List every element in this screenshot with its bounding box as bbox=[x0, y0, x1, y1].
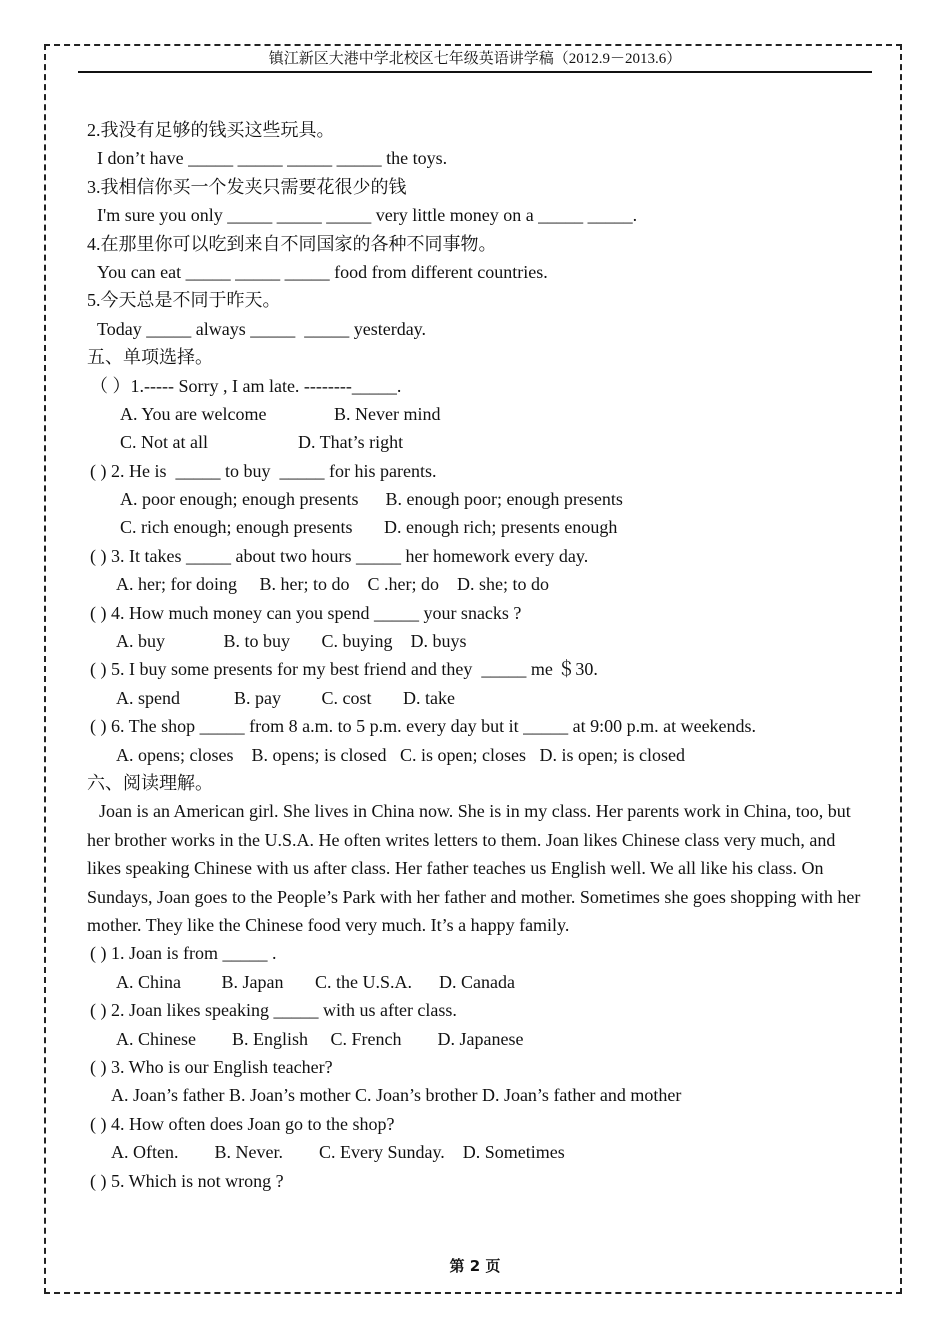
question-stem: ( ) 5. I buy some presents for my best friend and they _____ me ＄30. bbox=[90, 659, 598, 680]
worksheet-content bbox=[87, 116, 867, 1195]
translation-prompt: 3.我相信你买一个发夹只需要花很少的钱 bbox=[87, 176, 407, 197]
question-stem: ( ) 1. Joan is from _____ . bbox=[90, 943, 277, 964]
translation-sentence: I don’t have _____ _____ _____ _____ the toys. bbox=[97, 148, 448, 169]
question-stem: ( ) 4. How often does Joan go to the shop? bbox=[90, 1113, 395, 1134]
translation-sentence: You can eat _____ _____ _____ food from different countries. bbox=[97, 261, 548, 282]
answer-options: A. China B. Japan C. the U.S.A. D. Canada bbox=[116, 971, 515, 992]
page-header: 镇江新区大港中学北校区七年级英语讲学稿（2012.9－2013.6） bbox=[268, 51, 682, 67]
answer-options: A. her; for doing B. her; to do C .her; do D. she; to do bbox=[116, 574, 549, 595]
reading-passage: Joan is an American girl. She lives in China now. She is in my class. Her parents work in China, too, but her brother works in the U.S.A. He often writes letters to them. Joan likes Chinese class very much, and likes speaking Chinese with us after class. Her father teaches us English well. We all like his class. On Sundays, Joan goes to the People’s Park with her father and mother. Sometimes she goes shopping with her mother. They like the Chinese food very much. It’s a happy family. bbox=[87, 801, 861, 935]
reading-heading: 六、阅读理解。 bbox=[87, 772, 213, 793]
reading-questions-section bbox=[87, 939, 867, 1195]
question-stem: ( ) 3. It takes _____ about two hours _____ her homework every day. bbox=[90, 545, 589, 566]
translation-prompt: 2.我没有足够的钱买这些玩具。 bbox=[87, 120, 335, 140]
answer-options: A. You are welcome B. Never mind bbox=[120, 403, 441, 424]
question-stem: （ ）1.----- Sorry , I am late. --------_____. bbox=[90, 375, 402, 396]
question-stem: ( ) 2. He is _____ to buy _____ for his parents. bbox=[90, 460, 437, 481]
page-number: 第 2 页 bbox=[449, 1257, 501, 1275]
translation-section bbox=[87, 116, 867, 343]
answer-options: A. Joan’s father B. Joan’s mother C. Joan’s brother D. Joan’s father and mother bbox=[111, 1085, 682, 1106]
answer-options: A. Often. B. Never. C. Every Sunday. D. Sometimes bbox=[111, 1142, 565, 1163]
mc-heading: 五、单项选择。 bbox=[87, 347, 213, 368]
answer-options: A. Chinese B. English C. French D. Japanese bbox=[116, 1028, 524, 1049]
translation-prompt: 4.在那里你可以吃到来自不同国家的各种不同事物。 bbox=[87, 233, 497, 254]
answer-options: A. buy B. to buy C. buying D. buys bbox=[116, 631, 467, 652]
answer-options: A. opens; closes B. opens; is closed C. is open; closes D. is open; is closed bbox=[116, 744, 685, 765]
question-stem: ( ) 6. The shop _____ from 8 a.m. to 5 p.m. every day but it _____ at 9:00 p.m. at weekends. bbox=[90, 716, 757, 737]
multiple-choice-section bbox=[87, 372, 867, 769]
header-rule bbox=[78, 71, 872, 73]
translation-sentence: Today _____ always _____ _____ yesterday. bbox=[97, 318, 427, 339]
translation-prompt: 5.今天总是不同于昨天。 bbox=[87, 290, 281, 311]
answer-options: A. spend B. pay C. cost D. take bbox=[116, 687, 455, 708]
answer-options: C. rich enough; enough presents D. enough rich; presents enough bbox=[120, 517, 618, 538]
question-stem: ( ) 4. How much money can you spend _____ your snacks ? bbox=[90, 602, 522, 623]
question-stem: ( ) 5. Which is not wrong ? bbox=[90, 1170, 284, 1191]
translation-sentence: I'm sure you only _____ _____ _____ very little money on a _____ _____. bbox=[97, 205, 638, 226]
question-stem: ( ) 3. Who is our English teacher? bbox=[90, 1056, 333, 1077]
answer-options: A. poor enough; enough presents B. enough poor; enough presents bbox=[120, 489, 623, 510]
question-stem: ( ) 2. Joan likes speaking _____ with us after class. bbox=[90, 1000, 457, 1021]
answer-options: C. Not at all D. That’s right bbox=[120, 432, 404, 453]
